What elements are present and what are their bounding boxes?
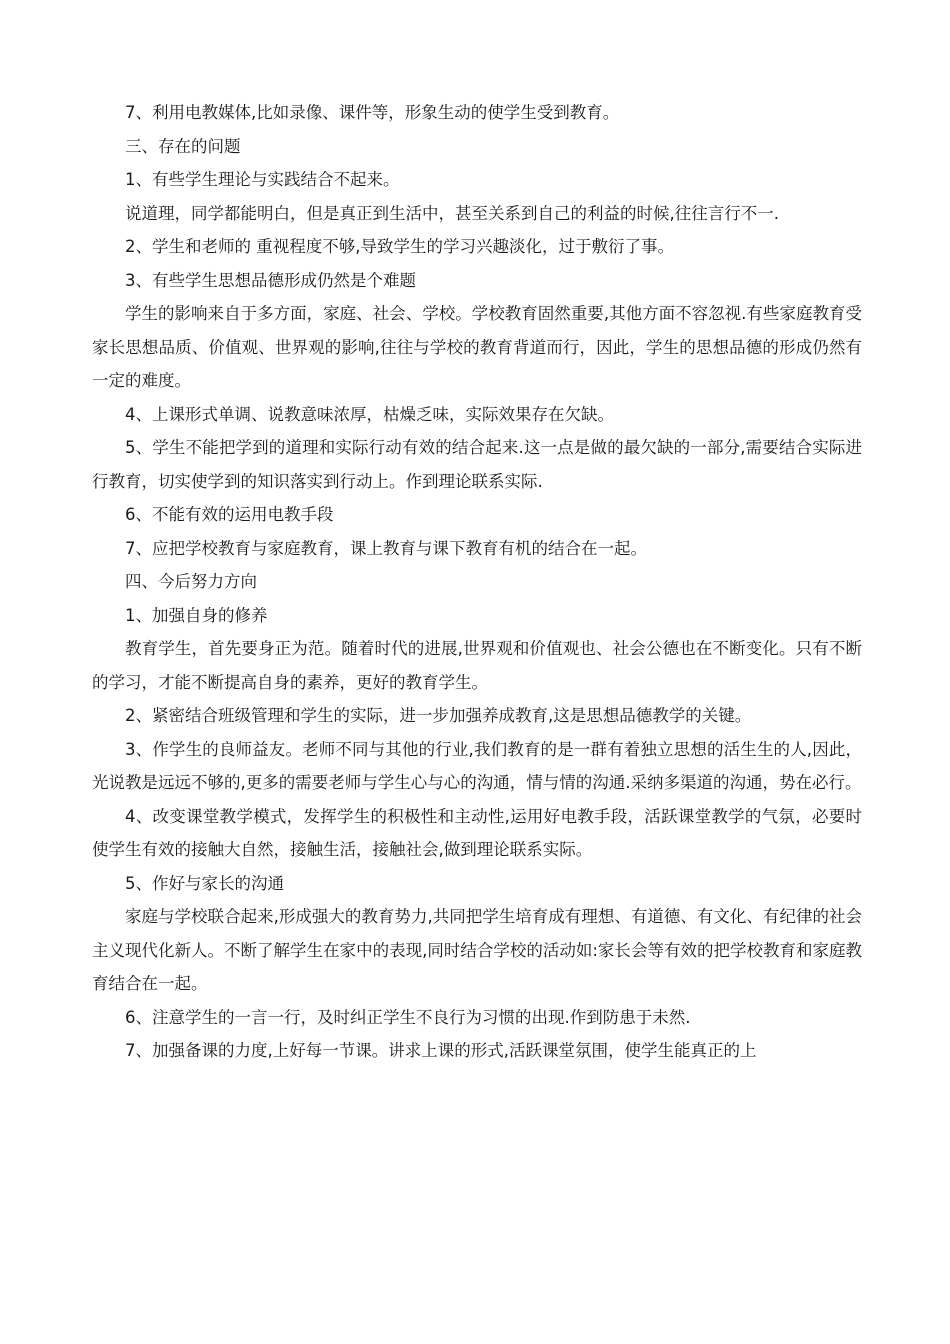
paragraph: 学生的影响来自于多方面，家庭、社会、学校。学校教育固然重要,其他方面不容忽视.有些家庭教育受家长思想品质、价值观、世界观的影响,往往与学校的教育背道而行，因此，学生的思想品德的形成仍然有一定的难度。 [92, 304, 862, 390]
paragraph: 3、有些学生思想品德形成仍然是个难题 [125, 270, 416, 290]
paragraph: 7、应把学校教育与家庭教育，课上教育与课下教育有机的结合在一起。 [125, 538, 647, 558]
paragraph: 1、有些学生理论与实践结合不起来。 [125, 170, 400, 189]
document-body [92, 96, 862, 1068]
paragraph: 5、作好与家长的沟通 [125, 873, 284, 893]
paragraph: 3、作学生的良师益友。老师不同与其他的行业,我们教育的是一群有着独立思想的活生生的人,因此，光说教是远远不够的,更多的需要老师与学生心与心的沟通，情与情的沟通.采纳多渠道的沟通，势在必行。 [92, 739, 862, 792]
paragraph: 2、紧密结合班级管理和学生的实际，进一步加强养成教育,这是思想品德教学的关键。 [125, 706, 752, 725]
paragraph: 6、不能有效的运用电教手段 [125, 505, 334, 524]
section-heading: 四、今后努力方向 [125, 572, 257, 591]
paragraph: 说道理，同学都能明白，但是真正到生活中，甚至关系到自己的利益的时候,往往言行不一. [125, 203, 779, 223]
paragraph: 4、改变课堂教学模式，发挥学生的积极性和主动性,运用好电教手段，活跃课堂教学的气氛，必要时使学生有效的接触大自然，接触生活，接触社会,做到理论联系实际。 [92, 806, 862, 859]
section-heading: 三、存在的问题 [125, 136, 241, 156]
paragraph: 7、利用电教媒体,比如录像、课件等，形象生动的使学生受到教育。 [125, 103, 620, 122]
paragraph: 1、加强自身的修养 [125, 605, 268, 625]
paragraph: 4、上课形式单调、说教意味浓厚，枯燥乏味，实际效果存在欠缺。 [125, 404, 614, 424]
paragraph: 教育学生，首先要身正为范。随着时代的进展,世界观和价值观也、社会公德也在不断变化。只有不断的学习，才能不断提高自身的素养，更好的教育学生。 [92, 639, 862, 692]
paragraph: 6、注意学生的一言一行，及时纠正学生不良行为习惯的出现.作到防患于未然. [125, 1007, 691, 1027]
paragraph: 2、学生和老师的 重视程度不够,导致学生的学习兴趣淡化，过于敷衍了事。 [125, 237, 674, 256]
paragraph: 5、学生不能把学到的道理和实际行动有效的结合起来.这一点是做的最欠缺的一部分,需要结合实际进行教育，切实使学到的知识落实到行动上。作到理论联系实际. [92, 438, 862, 491]
paragraph: 家庭与学校联合起来,形成强大的教育势力,共同把学生培育成有理想、有道德、有文化、有纪律的社会主义现代化新人。不断了解学生在家中的表现,同时结合学校的活动如:家长会等有效的把学校教育和家庭教育结合在一起。 [92, 907, 862, 993]
paragraph: 7、加强备课的力度,上好每一节课。讲求上课的形式,活跃课堂氛围，使学生能真正的上 [125, 1041, 757, 1060]
